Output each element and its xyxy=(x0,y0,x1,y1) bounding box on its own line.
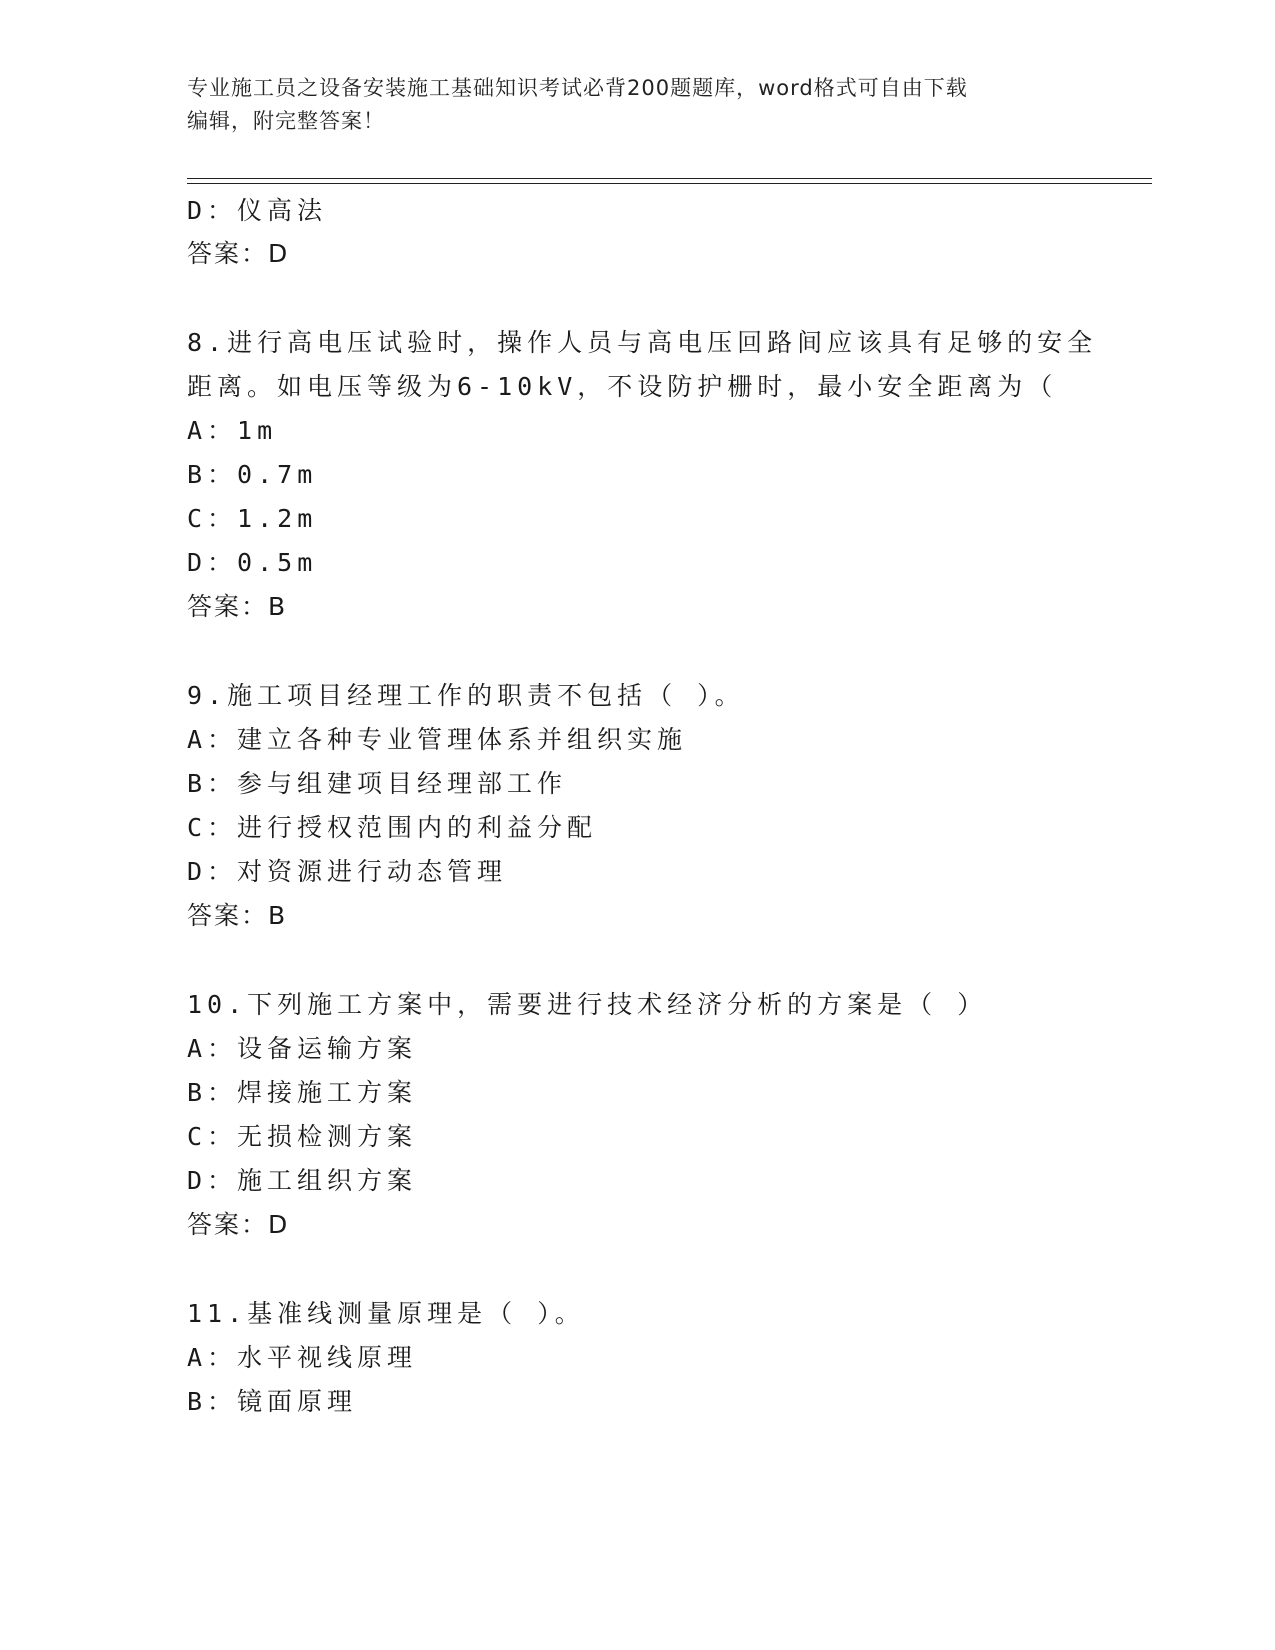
q9-option-a: A：建立各种专业管理体系并组织实施 xyxy=(187,725,688,754)
header-divider-bottom xyxy=(187,183,1152,184)
q8-option-b: B：0.7m xyxy=(187,460,318,489)
q10-option-c: C：无损检测方案 xyxy=(187,1122,418,1151)
header-line-2: 编辑，附完整答案！ xyxy=(187,109,385,133)
q8-option-d: D：0.5m xyxy=(187,548,318,577)
prev-option-d: D：仪高法 xyxy=(187,196,328,225)
q8-stem-line-2: 距离。如电压等级为6-10kV，不设防护栅时，最小安全距离为（ xyxy=(187,372,1058,401)
q8-option-c: C：1.2m xyxy=(187,504,318,533)
q9-option-c: C：进行授权范围内的利益分配 xyxy=(187,813,598,842)
header-divider-top xyxy=(187,178,1152,179)
document-header xyxy=(187,72,1087,138)
q10-stem: 10.下列施工方案中，需要进行技术经济分析的方案是（ ） xyxy=(187,990,988,1019)
q10-answer: 答案：D xyxy=(187,1210,290,1239)
q9-stem: 9.施工项目经理工作的职责不包括（ ）。 xyxy=(187,681,745,710)
q10-option-d: D：施工组织方案 xyxy=(187,1166,418,1195)
q10-option-a: A：设备运输方案 xyxy=(187,1034,418,1063)
q9-answer: 答案：B xyxy=(187,901,288,930)
q9-option-d: D：对资源进行动态管理 xyxy=(187,857,508,886)
q9-option-b: B：参与组建项目经理部工作 xyxy=(187,769,568,798)
q8-answer: 答案：B xyxy=(187,592,288,621)
q8-stem-line-1: 8.进行高电压试验时，操作人员与高电压回路间应该具有足够的安全 xyxy=(187,328,1098,357)
q8-option-a: A：1m xyxy=(187,416,278,445)
q11-option-b: B：镜面原理 xyxy=(187,1387,358,1416)
header-line-1: 专业施工员之设备安装施工基础知识考试必背200题题库，word格式可自由下载 xyxy=(187,76,968,100)
q11-option-a: A：水平视线原理 xyxy=(187,1343,418,1372)
prev-answer: 答案：D xyxy=(187,239,290,268)
q11-stem: 11.基准线测量原理是（ ）。 xyxy=(187,1299,585,1328)
q10-option-b: B：焊接施工方案 xyxy=(187,1078,418,1107)
